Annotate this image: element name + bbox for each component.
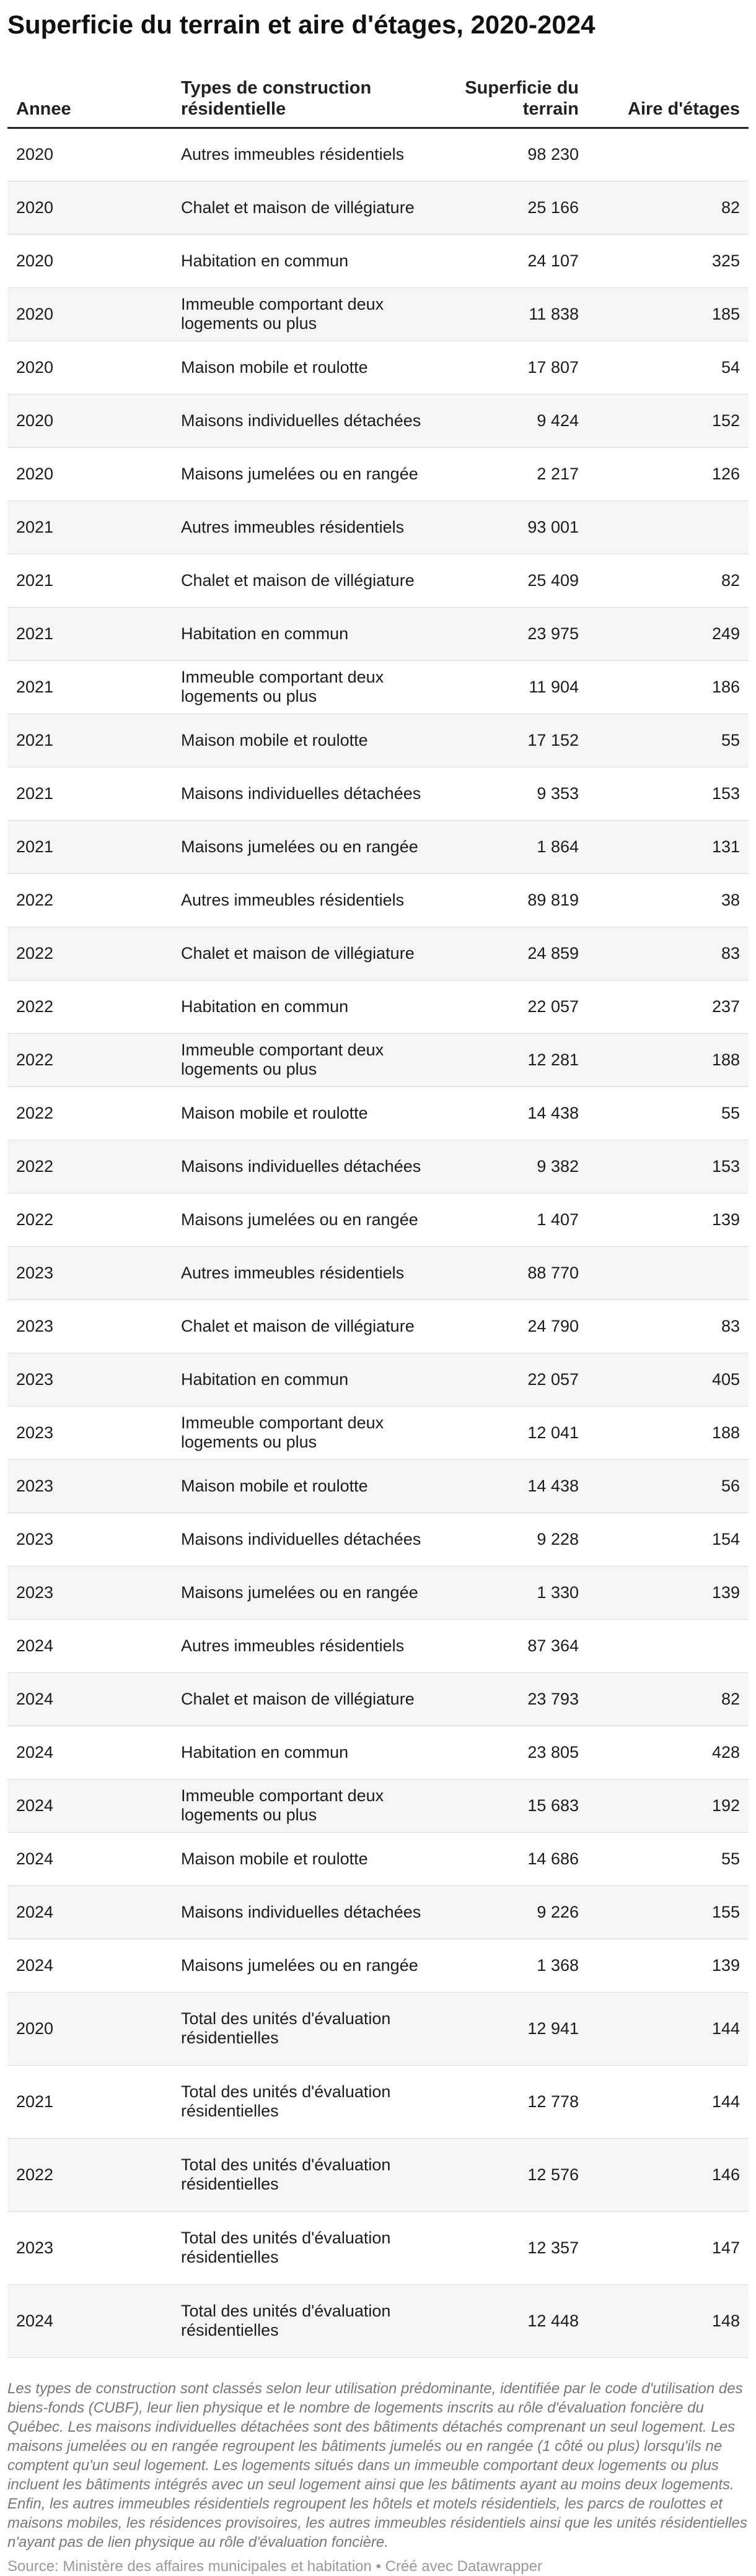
cell-year: 2023 <box>7 1566 172 1619</box>
cell-year: 2021 <box>7 714 172 767</box>
table-row <box>7 1513 749 1566</box>
cell-aire: 54 <box>587 341 749 394</box>
cell-aire: 82 <box>587 1672 749 1726</box>
cell-year: 2024 <box>7 1779 172 1832</box>
cell-superficie: 24 107 <box>445 234 587 287</box>
cell-type: Maison mobile et roulotte <box>172 341 445 394</box>
cell-year: 2023 <box>7 1459 172 1513</box>
cell-year: 2021 <box>7 660 172 714</box>
cell-type: Total des unités d'évaluation résidentielles <box>172 1992 445 2065</box>
data-table <box>7 59 749 2358</box>
cell-year: 2021 <box>7 2065 172 2138</box>
cell-year: 2021 <box>7 554 172 607</box>
cell-superficie: 1 407 <box>445 1193 587 1246</box>
cell-superficie: 98 230 <box>445 128 587 181</box>
cell-aire: 82 <box>587 554 749 607</box>
cell-aire: 237 <box>587 980 749 1033</box>
cell-type: Maisons jumelées ou en rangée <box>172 1939 445 1992</box>
cell-aire: 192 <box>587 1779 749 1832</box>
cell-type: Maisons individuelles détachées <box>172 1513 445 1566</box>
cell-aire: 188 <box>587 1033 749 1086</box>
cell-aire: 126 <box>587 447 749 500</box>
table-row <box>7 181 749 234</box>
cell-type: Maisons jumelées ou en rangée <box>172 447 445 500</box>
cell-superficie: 23 793 <box>445 1672 587 1726</box>
cell-type: Chalet et maison de villégiature <box>172 1672 445 1726</box>
cell-aire: 146 <box>587 2138 749 2211</box>
cell-type: Immeuble comportant deux logements ou plus <box>172 1033 445 1086</box>
cell-superficie: 12 576 <box>445 2138 587 2211</box>
cell-superficie: 14 686 <box>445 1832 587 1885</box>
table-row <box>7 660 749 714</box>
cell-superficie: 22 057 <box>445 980 587 1033</box>
cell-year: 2020 <box>7 447 172 500</box>
cell-year: 2024 <box>7 1726 172 1779</box>
cell-type: Total des unités d'évaluation résidentielles <box>172 2065 445 2138</box>
cell-superficie: 24 790 <box>445 1299 587 1353</box>
cell-aire: 147 <box>587 2211 749 2284</box>
cell-type: Immeuble comportant deux logements ou plus <box>172 660 445 714</box>
cell-type: Chalet et maison de villégiature <box>172 927 445 980</box>
cell-year: 2020 <box>7 128 172 181</box>
table-row <box>7 1726 749 1779</box>
table-row <box>7 2211 749 2284</box>
cell-year: 2022 <box>7 980 172 1033</box>
cell-type: Chalet et maison de villégiature <box>172 181 445 234</box>
table-row <box>7 1033 749 1086</box>
table-row <box>7 1672 749 1726</box>
table-row <box>7 1566 749 1619</box>
cell-year: 2024 <box>7 1619 172 1672</box>
cell-aire: 82 <box>587 181 749 234</box>
cell-type: Maisons individuelles détachées <box>172 1140 445 1193</box>
table-row <box>7 1299 749 1353</box>
cell-type: Maisons individuelles détachées <box>172 394 445 447</box>
table-row <box>7 1619 749 1672</box>
cell-superficie: 25 409 <box>445 554 587 607</box>
cell-aire: 152 <box>587 394 749 447</box>
cell-superficie: 11 904 <box>445 660 587 714</box>
cell-year: 2023 <box>7 1513 172 1566</box>
cell-type: Chalet et maison de villégiature <box>172 1299 445 1353</box>
cell-aire: 188 <box>587 1406 749 1459</box>
cell-superficie: 12 357 <box>445 2211 587 2284</box>
cell-aire: 153 <box>587 767 749 820</box>
cell-aire: 155 <box>587 1885 749 1939</box>
cell-year: 2022 <box>7 2138 172 2211</box>
cell-superficie: 17 152 <box>445 714 587 767</box>
cell-aire: 139 <box>587 1193 749 1246</box>
cell-type: Autres immeubles résidentiels <box>172 128 445 181</box>
cell-aire <box>587 500 749 554</box>
cell-superficie: 14 438 <box>445 1459 587 1513</box>
table-header-row <box>7 59 749 128</box>
cell-superficie: 12 778 <box>445 2065 587 2138</box>
cell-year: 2024 <box>7 1939 172 1992</box>
cell-superficie: 9 228 <box>445 1513 587 1566</box>
table-row <box>7 1939 749 1992</box>
table-row <box>7 767 749 820</box>
table-row <box>7 1992 749 2065</box>
cell-aire: 249 <box>587 607 749 660</box>
cell-year: 2022 <box>7 873 172 927</box>
cell-year: 2022 <box>7 1086 172 1140</box>
cell-type: Maison mobile et roulotte <box>172 1832 445 1885</box>
cell-year: 2023 <box>7 1406 172 1459</box>
cell-year: 2023 <box>7 1246 172 1299</box>
cell-aire: 154 <box>587 1513 749 1566</box>
cell-aire: 83 <box>587 1299 749 1353</box>
table-row <box>7 287 749 341</box>
table-row <box>7 2065 749 2138</box>
table-row <box>7 500 749 554</box>
cell-superficie: 12 941 <box>445 1992 587 2065</box>
cell-superficie: 1 368 <box>445 1939 587 1992</box>
cell-type: Maisons jumelées ou en rangée <box>172 820 445 873</box>
cell-type: Immeuble comportant deux logements ou plus <box>172 287 445 341</box>
cell-superficie: 1 330 <box>445 1566 587 1619</box>
cell-aire: 55 <box>587 714 749 767</box>
table-row <box>7 873 749 927</box>
cell-year: 2023 <box>7 1353 172 1406</box>
table-row <box>7 1832 749 1885</box>
cell-superficie: 12 041 <box>445 1406 587 1459</box>
cell-year: 2020 <box>7 341 172 394</box>
table-row <box>7 714 749 767</box>
table-row <box>7 394 749 447</box>
cell-aire: 55 <box>587 1086 749 1140</box>
cell-year: 2024 <box>7 2284 172 2357</box>
page-title: Superficie du terrain et aire d'étages, 2020-2024 <box>7 10 596 39</box>
table-notes: Les types de construction sont classés selon leur utilisation prédominante, identifiée par le code d'utilisation des biens-fonds (CUBF), leur lien physique et le nombre de logements inscrits au rôle d'évaluation foncière du Québec. Les maisons individuelles détachées sont des bâtiments détachés comprenant un seul logement. Les maisons jumelées ou en rangée regroupent les bâtiments jumelés ou en rangée (1 côté ou plus) lorsqu'ils ne comptent qu'un seul logement. Les logements situés dans un immeuble comportant deux logements ou plus incluent les bâtiments intégrés avec un seul logement ainsi que les bâtiments ayant au moins deux logements. Enfin, les autres immeubles résidentiels regroupent les hôtels et motels résidentiels, les parcs de roulottes et maisons mobiles, les résidences provisoires, les autres immeubles résidentiels ainsi que les unités résidentielles n'ayant pas de lien physique au rôle d'évaluation foncière. <box>7 2380 747 2551</box>
cell-type: Maison mobile et roulotte <box>172 714 445 767</box>
cell-superficie: 1 864 <box>445 820 587 873</box>
table-body <box>7 128 749 2357</box>
cell-aire: 83 <box>587 927 749 980</box>
cell-aire: 428 <box>587 1726 749 1779</box>
cell-superficie: 9 226 <box>445 1885 587 1939</box>
cell-superficie: 23 975 <box>445 607 587 660</box>
cell-aire: 144 <box>587 2065 749 2138</box>
cell-year: 2021 <box>7 820 172 873</box>
cell-aire: 144 <box>587 1992 749 2065</box>
cell-aire: 38 <box>587 873 749 927</box>
cell-year: 2021 <box>7 607 172 660</box>
cell-superficie: 87 364 <box>445 1619 587 1672</box>
source-line: Source: Ministère des affaires municipales et habitation • Créé avec Datawrapper <box>7 2557 543 2575</box>
cell-aire <box>587 1246 749 1299</box>
cell-year: 2020 <box>7 234 172 287</box>
column-header-superficie[interactable]: Superficie du terrain <box>445 59 587 128</box>
cell-type: Habitation en commun <box>172 1353 445 1406</box>
cell-superficie: 9 382 <box>445 1140 587 1193</box>
cell-aire: 139 <box>587 1939 749 1992</box>
table-row <box>7 234 749 287</box>
cell-superficie: 24 859 <box>445 927 587 980</box>
cell-superficie: 12 281 <box>445 1033 587 1086</box>
table-row <box>7 1406 749 1459</box>
table-row <box>7 820 749 873</box>
table-row <box>7 607 749 660</box>
cell-type: Autres immeubles résidentiels <box>172 500 445 554</box>
cell-superficie: 17 807 <box>445 341 587 394</box>
cell-type: Immeuble comportant deux logements ou plus <box>172 1406 445 1459</box>
cell-superficie: 93 001 <box>445 500 587 554</box>
table-row <box>7 1353 749 1406</box>
cell-year: 2022 <box>7 927 172 980</box>
cell-type: Maison mobile et roulotte <box>172 1459 445 1513</box>
table-row <box>7 1246 749 1299</box>
cell-type: Habitation en commun <box>172 1726 445 1779</box>
cell-year: 2021 <box>7 767 172 820</box>
cell-type: Autres immeubles résidentiels <box>172 1619 445 1672</box>
cell-type: Habitation en commun <box>172 607 445 660</box>
cell-year: 2020 <box>7 287 172 341</box>
column-header-aire[interactable]: Aire d'étages <box>587 59 749 128</box>
cell-year: 2024 <box>7 1885 172 1939</box>
cell-year: 2021 <box>7 500 172 554</box>
cell-type: Maisons jumelées ou en rangée <box>172 1193 445 1246</box>
cell-type: Maisons jumelées ou en rangée <box>172 1566 445 1619</box>
cell-superficie: 14 438 <box>445 1086 587 1140</box>
cell-aire: 405 <box>587 1353 749 1406</box>
table-row <box>7 1459 749 1513</box>
table-row <box>7 128 749 181</box>
cell-type: Maison mobile et roulotte <box>172 1086 445 1140</box>
cell-aire: 139 <box>587 1566 749 1619</box>
table-row <box>7 1779 749 1832</box>
cell-type: Total des unités d'évaluation résidentielles <box>172 2138 445 2211</box>
column-header-type[interactable]: Types de construction résidentielle <box>172 59 445 128</box>
cell-year: 2022 <box>7 1140 172 1193</box>
cell-superficie: 88 770 <box>445 1246 587 1299</box>
cell-superficie: 9 353 <box>445 767 587 820</box>
table-row <box>7 1086 749 1140</box>
cell-aire <box>587 1619 749 1672</box>
table-row <box>7 1193 749 1246</box>
cell-superficie: 23 805 <box>445 1726 587 1779</box>
table-row <box>7 1885 749 1939</box>
cell-year: 2022 <box>7 1193 172 1246</box>
cell-superficie: 12 448 <box>445 2284 587 2357</box>
column-header-year[interactable]: Annee <box>7 59 172 128</box>
cell-type: Maisons individuelles détachées <box>172 1885 445 1939</box>
table-row <box>7 447 749 500</box>
cell-aire: 186 <box>587 660 749 714</box>
cell-aire: 153 <box>587 1140 749 1193</box>
cell-year: 2020 <box>7 1992 172 2065</box>
cell-superficie: 2 217 <box>445 447 587 500</box>
cell-type: Autres immeubles résidentiels <box>172 873 445 927</box>
table-row <box>7 2284 749 2357</box>
cell-type: Autres immeubles résidentiels <box>172 1246 445 1299</box>
table-row <box>7 554 749 607</box>
table-row <box>7 2138 749 2211</box>
cell-year: 2024 <box>7 1832 172 1885</box>
cell-type: Habitation en commun <box>172 980 445 1033</box>
table-row <box>7 980 749 1033</box>
cell-superficie: 22 057 <box>445 1353 587 1406</box>
cell-year: 2022 <box>7 1033 172 1086</box>
cell-aire: 185 <box>587 287 749 341</box>
table-row <box>7 927 749 980</box>
cell-type: Maisons individuelles détachées <box>172 767 445 820</box>
cell-superficie: 15 683 <box>445 1779 587 1832</box>
table-row <box>7 341 749 394</box>
cell-superficie: 25 166 <box>445 181 587 234</box>
cell-type: Immeuble comportant deux logements ou plus <box>172 1779 445 1832</box>
cell-type: Habitation en commun <box>172 234 445 287</box>
cell-aire: 325 <box>587 234 749 287</box>
cell-superficie: 9 424 <box>445 394 587 447</box>
cell-type: Chalet et maison de villégiature <box>172 554 445 607</box>
cell-year: 2020 <box>7 181 172 234</box>
cell-type: Total des unités d'évaluation résidentielles <box>172 2211 445 2284</box>
cell-aire: 56 <box>587 1459 749 1513</box>
cell-superficie: 89 819 <box>445 873 587 927</box>
cell-year: 2023 <box>7 2211 172 2284</box>
cell-year: 2024 <box>7 1672 172 1726</box>
cell-aire: 131 <box>587 820 749 873</box>
table-row <box>7 1140 749 1193</box>
cell-superficie: 11 838 <box>445 287 587 341</box>
cell-aire <box>587 128 749 181</box>
cell-year: 2023 <box>7 1299 172 1353</box>
cell-aire: 55 <box>587 1832 749 1885</box>
cell-aire: 148 <box>587 2284 749 2357</box>
cell-type: Total des unités d'évaluation résidentielles <box>172 2284 445 2357</box>
cell-year: 2020 <box>7 394 172 447</box>
